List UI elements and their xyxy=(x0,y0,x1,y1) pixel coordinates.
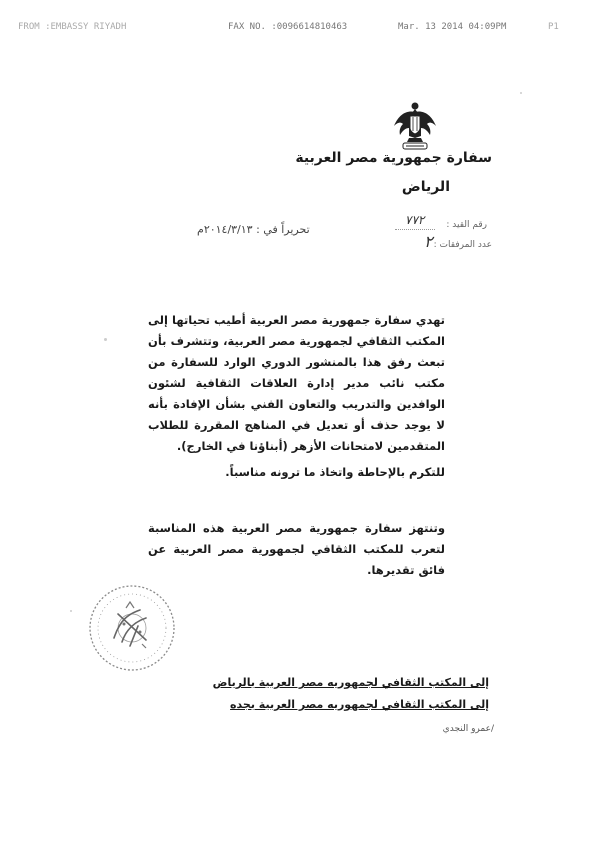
body-paragraph-2: للتكرم بالإحاطة واتخاذ ما ترونه مناسباً. xyxy=(225,465,445,479)
scan-speck xyxy=(520,92,522,94)
fax-header xyxy=(0,22,600,36)
distribution-line-riyadh: إلى المكتب الثقافي لجمهوريه مصر العربية بالرياض xyxy=(212,676,489,689)
scan-speck xyxy=(104,338,107,341)
scan-speck xyxy=(70,610,72,612)
fax-date-time: Mar. 13 2014 04:09PM xyxy=(398,22,507,32)
body-paragraph-3: وتنتهز سفارة جمهورية مصر العربية هذه المناسبة لتعرب للمكتب الثقافي لجمهورية مصر العربية عن فائق تقديرها. xyxy=(148,521,445,577)
reference-label: رقم القيد : xyxy=(446,220,487,230)
fax-number: FAX NO. :0096614810463 xyxy=(228,22,348,32)
official-seal-icon xyxy=(84,580,180,676)
fax-page: P1 xyxy=(548,22,559,32)
signature-name: /عمرو النجدي xyxy=(442,724,494,734)
distribution-line-jeddah: إلى المكتب الثقافي لجمهوريه مصر العربية بجده xyxy=(230,698,489,711)
letter-date: تحريراً في : ٢٠١٤/٣/١٣م xyxy=(197,223,310,236)
body-paragraph-1: تهدي سفارة جمهورية مصر العربية أطيب تحياتها إلى المكتب الثقافي لجمهورية مصر العربية، وتتشرف بأن تبعث رفق هذا بالمنشور الدوري الوارد للسفارة من مكتب نائب مدير إدارة العلاقات الثقافية لشئون الوافدين والتدريب والتعاون الفني بشأن الإفادة بأنه لا يوجد حذف أو تعديل في المناهج المقررة للطلاب المتقدمين لامتحانات الأزهر (أبناؤنا في الخارج). xyxy=(148,313,445,453)
eagle-emblem-icon xyxy=(391,100,439,152)
attachments-label: عدد المرفقات : xyxy=(433,240,492,250)
reference-value: ٧٧٢ xyxy=(405,213,425,227)
attachments-value: ٢ xyxy=(424,232,433,251)
embassy-city: الرياض xyxy=(401,179,450,195)
reference-underline xyxy=(395,229,435,230)
embassy-name: سفارة جمهورية مصر العربية xyxy=(295,150,492,166)
fax-from: FROM :EMBASSY RIYADH xyxy=(18,22,127,32)
